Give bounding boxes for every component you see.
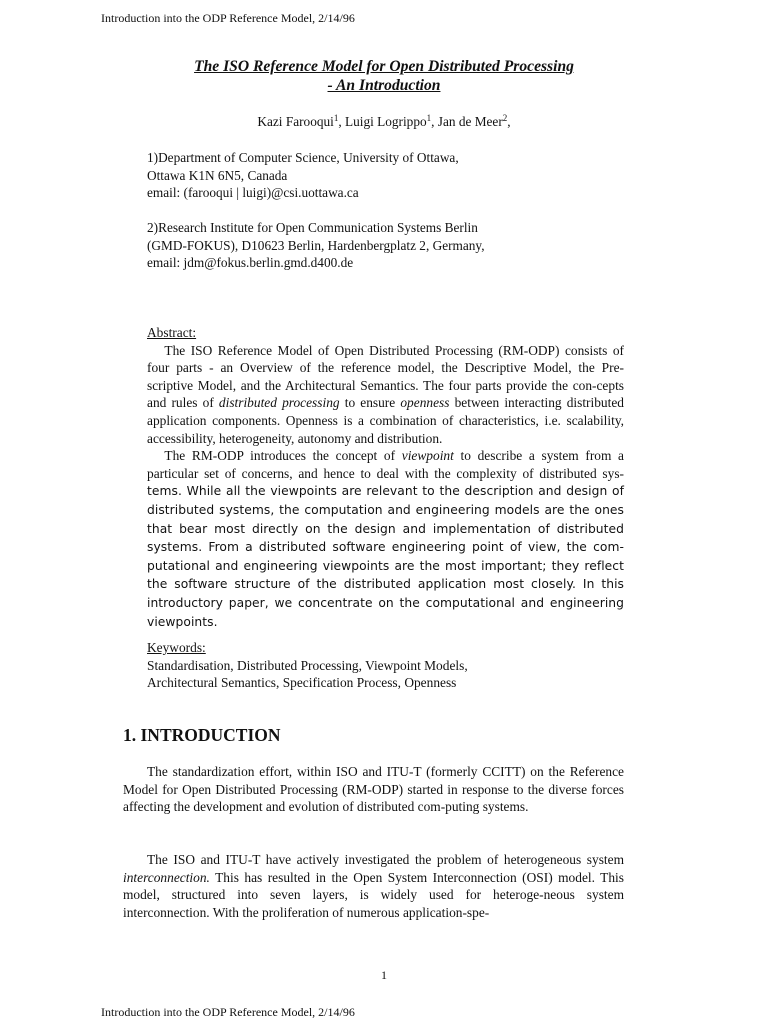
abstract-section xyxy=(147,324,624,631)
author-affiliation-mark: 1 xyxy=(333,113,339,123)
intro-paragraph-1 xyxy=(123,763,624,816)
author-separator: , xyxy=(431,114,438,129)
affiliation-line: Ottawa K1N 6N5, Canada xyxy=(147,167,288,183)
abstract-text: The RM-ODP introduces the concept of xyxy=(164,448,402,464)
abstract-text: to ensure xyxy=(339,395,401,411)
abstract-label: Abstract: xyxy=(147,325,197,340)
affiliation-email: email: jdm@fokus.berlin.gmd.d400.de xyxy=(147,255,354,270)
abstract-emphasis: viewpoint xyxy=(401,448,454,464)
author-separator: , xyxy=(338,114,345,129)
author-list xyxy=(0,114,768,130)
abstract-text: to describe a system from a particular set of concerns, and hence to deal with the complexity of distributed sys- xyxy=(147,448,624,481)
author-name: Kazi Farooqui xyxy=(257,114,334,129)
paragraph-span: This has resulted in the Open System Interconnection (OSI) model. This model, structured into seven layers, is widely used for heteroge-neous system interconnection. With the proliferation of numerous application-spe- xyxy=(123,869,624,920)
paragraph-text: The standardization effort, within ISO and ITU-T (formerly CCITT) on the Reference Model for Open Distributed Processing (RM-ODP) started in response to the diverse forces affecting the development and evolution of distributed com-puting systems. xyxy=(123,764,624,815)
paper-title-line-2: - An Introduction xyxy=(327,77,441,94)
intro-paragraph-2 xyxy=(123,851,624,921)
keywords-label: Keywords: xyxy=(147,640,206,655)
page-number: 1 xyxy=(381,968,387,982)
affiliation-email: email: (farooqui | luigi)@csi.uottawa.ca xyxy=(147,185,359,200)
author-name: Jan de Meer xyxy=(437,114,503,129)
paper-title-line-1: The ISO Reference Model for Open Distributed Processing xyxy=(194,58,574,75)
abstract-text: The ISO Reference Model of Open Distributed Processing (RM-ODP) consists of four parts - an Overview of the reference model, the Descriptive Model, the Pre-scriptive Model, and the Architectural Semantics. The four parts provide the con-cepts and rules of xyxy=(147,342,624,411)
paper-title xyxy=(0,57,768,95)
abstract-emphasis: openness xyxy=(400,395,450,411)
author-separator: , xyxy=(507,114,511,129)
affiliation-line: 2)Research Institute for Open Communication Systems Berlin xyxy=(147,220,478,235)
running-header: Introduction into the ODP Reference Model, 2/14/96 xyxy=(101,11,355,25)
paragraph-text xyxy=(123,851,624,921)
affiliation-2 xyxy=(147,219,627,272)
abstract-emphasis: distributed processing xyxy=(218,395,340,411)
paragraph-span: The ISO and ITU-T have actively investigated the problem of heterogeneous system xyxy=(147,852,624,867)
abstract-paragraph-1 xyxy=(147,342,624,448)
abstract-text-sans: tems. While all the viewpoints are relevant to the description and design of distributed systems, the computation and engineering models are the ones that bear most directly on the design and implementation of distributed systems. From a distributed software engineering point of view, the com-putational and engineering viewpoints are the most important; they reflect the software structure of the distributed application most closely. In this introductory paper, we concentrate on the computational and engineering viewpoints. xyxy=(147,484,624,629)
abstract-paragraph-2 xyxy=(147,447,624,631)
keywords-section xyxy=(147,639,624,692)
author-affiliation-mark: 2 xyxy=(502,113,508,123)
abstract-text: between interacting distributed application components. Openness is a combination of characteristics, i.e. scalability, accessibility, heterogeneity, autonomy and distribution. xyxy=(147,395,624,446)
affiliation-line: 1)Department of Computer Science, University of Ottawa, xyxy=(147,150,459,165)
running-footer: Introduction into the ODP Reference Model, 2/14/96 xyxy=(101,1005,355,1019)
paragraph-emphasis: interconnection. xyxy=(123,869,210,885)
author-name: Luigi Logrippo xyxy=(345,114,427,129)
affiliation-1 xyxy=(147,149,627,202)
keywords-line: Standardisation, Distributed Processing, Viewpoint Models, xyxy=(147,657,468,673)
section-heading: 1. INTRODUCTION xyxy=(123,725,281,745)
keywords-line: Architectural Semantics, Specification Process, Openness xyxy=(147,675,457,691)
author-affiliation-mark: 1 xyxy=(426,113,432,123)
affiliation-line: (GMD-FOKUS), D10623 Berlin, Hardenbergplatz 2, Germany, xyxy=(147,237,485,253)
